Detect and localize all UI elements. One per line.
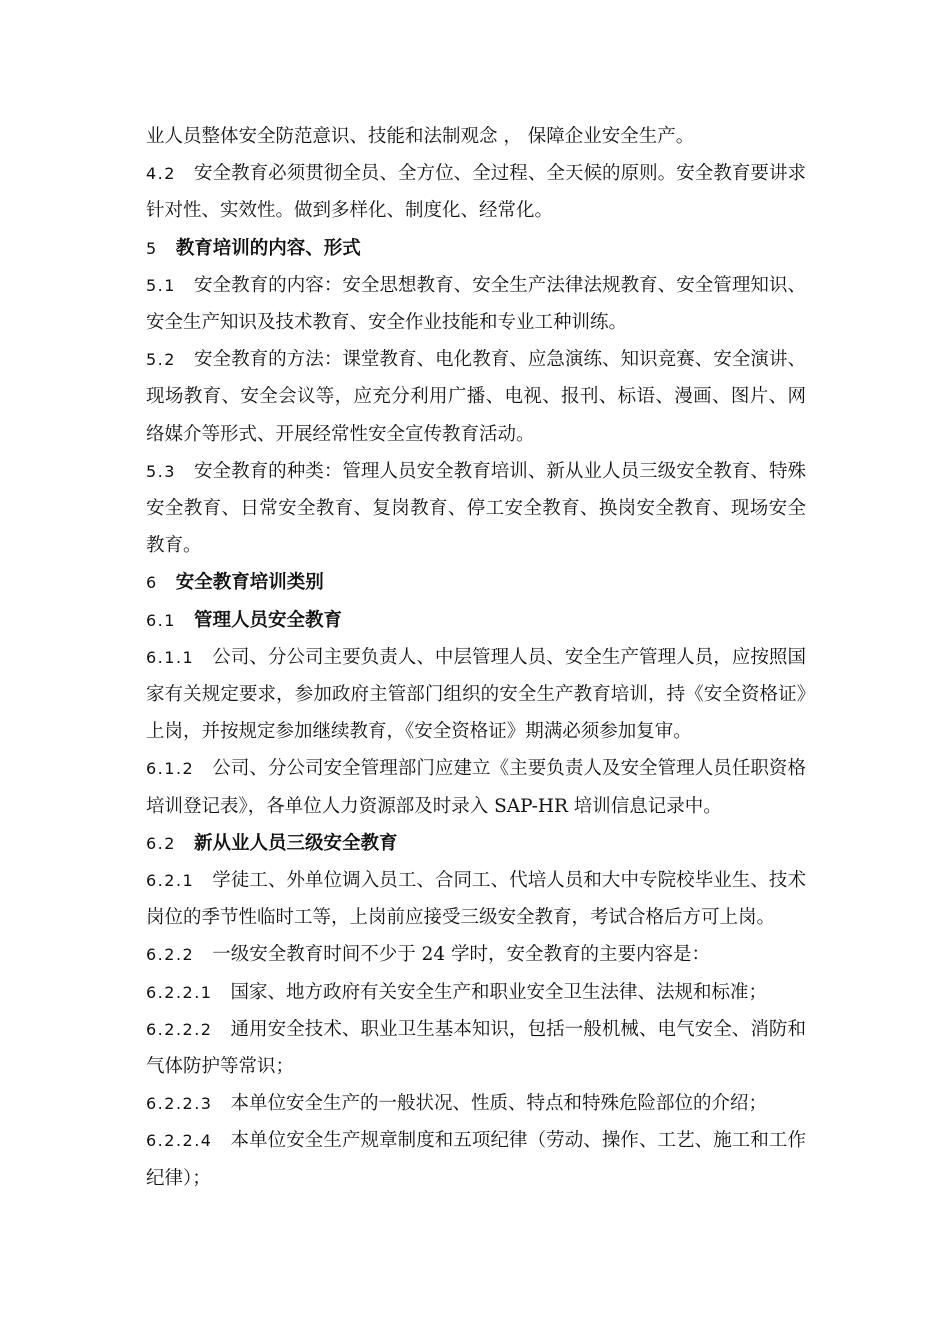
clause-text: 安全教育的种类：管理人员安全教育培训、新从业人员三级安全教育、特殊安全教育、日常安全教育、复岗教育、停工安全教育、换岗安全教育、现场安全教育。 [146, 460, 806, 557]
paragraph-continuation [146, 118, 806, 155]
clause-text: 公司、分公司安全管理部门应建立《主要负责人及安全管理人员任职资格培训登记表》，各单位人力资源部及时录入 SAP-HR 培训信息记录中。 [146, 758, 806, 817]
clause-text: 公司、分公司主要负责人、中层管理人员、安全生产管理人员，应按照国家有关规定要求，参加政府主管部门组织的安全生产教育培训，持《安全资格证》上岗，并按规定参加继续教育，《安全资格证》期满必须参加复审。 [146, 646, 806, 743]
clause-number: 6.2.2 [146, 945, 195, 965]
section-number: 5 [146, 238, 158, 258]
clause-number: 6.2.2.1 [146, 982, 213, 1002]
clause-text: 安全教育的内容：安全思想教育、安全生产法律法规教育、安全管理知识、安全生产知识及技术教育、安全作业技能和专业工种训练。 [146, 274, 806, 334]
section-title: 新从业人员三级安全教育 [193, 832, 398, 854]
clause-number: 5.2 [146, 350, 176, 370]
paragraph-text: 业人员整体安全防范意识、技能和法制观念 ， 保障企业安全生产。 [146, 126, 695, 147]
clause-5-1 [146, 267, 806, 341]
clause-number: 4.2 [146, 164, 176, 184]
section-6-heading [146, 564, 806, 601]
clause-number: 6.2.2.4 [146, 1131, 213, 1151]
subsection-6-2-heading [146, 825, 806, 862]
clause-number: 6.2.2.3 [146, 1094, 213, 1114]
clause-6-2-1 [146, 862, 806, 936]
clause-number: 6.2.1 [146, 871, 195, 891]
clause-text: 本单位安全生产的一般状况、性质、特点和特殊危险部位的介绍； [230, 1093, 767, 1115]
clause-number: 6.1.2 [146, 759, 195, 779]
clause-number: 5.1 [146, 275, 176, 295]
section-title: 教育培训的内容、形式 [175, 237, 361, 259]
subsection-6-1-heading [146, 602, 806, 639]
section-5-heading [146, 230, 806, 267]
clause-number: 5.3 [146, 461, 176, 481]
section-number: 6.1 [146, 610, 176, 630]
section-title: 管理人员安全教育 [193, 609, 342, 631]
clause-text: 本单位安全生产规章制度和五项纪律（劳动、操作、工艺、施工和工作纪律）； [146, 1130, 806, 1189]
clause-6-1-1 [146, 639, 806, 751]
document-body [146, 118, 806, 1197]
clause-text: 通用安全技术、职业卫生基本知识，包括一般机械、电气安全、消防和气体防护等常识； [146, 1018, 806, 1078]
clause-text: 学徒工、外单位调入员工、合同工、代培人员和大中专院校毕业生、技术岗位的季节性临时工等，上岗前应接受三级安全教育，考试合格后方可上岗。 [146, 870, 806, 929]
clause-text: 一级安全教育时间不少于 24 学时，安全教育的主要内容是： [212, 944, 711, 966]
clause-4-2 [146, 155, 806, 229]
clause-5-3 [146, 453, 806, 565]
clause-number: 6.2.2.2 [146, 1019, 213, 1039]
clause-6-2-2-2 [146, 1011, 806, 1085]
section-number: 6.2 [146, 833, 176, 853]
clause-6-2-2 [146, 936, 806, 973]
clause-6-2-2-1 [146, 974, 806, 1011]
clause-6-2-2-4 [146, 1122, 806, 1196]
clause-text: 国家、地方政府有关安全生产和职业安全卫生法律、法规和标准； [230, 981, 767, 1003]
clause-6-1-2 [146, 750, 806, 824]
section-title: 安全教育培训类别 [175, 572, 324, 594]
clause-number: 6.1.1 [146, 647, 195, 667]
clause-text: 安全教育必须贯彻全员、全方位、全过程、全天候的原则。安全教育要讲求针对性、实效性。做到多样化、制度化、经常化。 [146, 163, 806, 222]
clause-text: 安全教育的方法：课堂教育、电化教育、应急演练、知识竞赛、安全演讲、现场教育、安全会议等，应充分利用广播、电视、报刊、标语、漫画、图片、网络媒介等形式、开展经常性安全宣传教育活动。 [146, 349, 806, 445]
section-number: 6 [146, 573, 158, 593]
clause-6-2-2-3 [146, 1085, 806, 1122]
clause-5-2 [146, 341, 806, 453]
